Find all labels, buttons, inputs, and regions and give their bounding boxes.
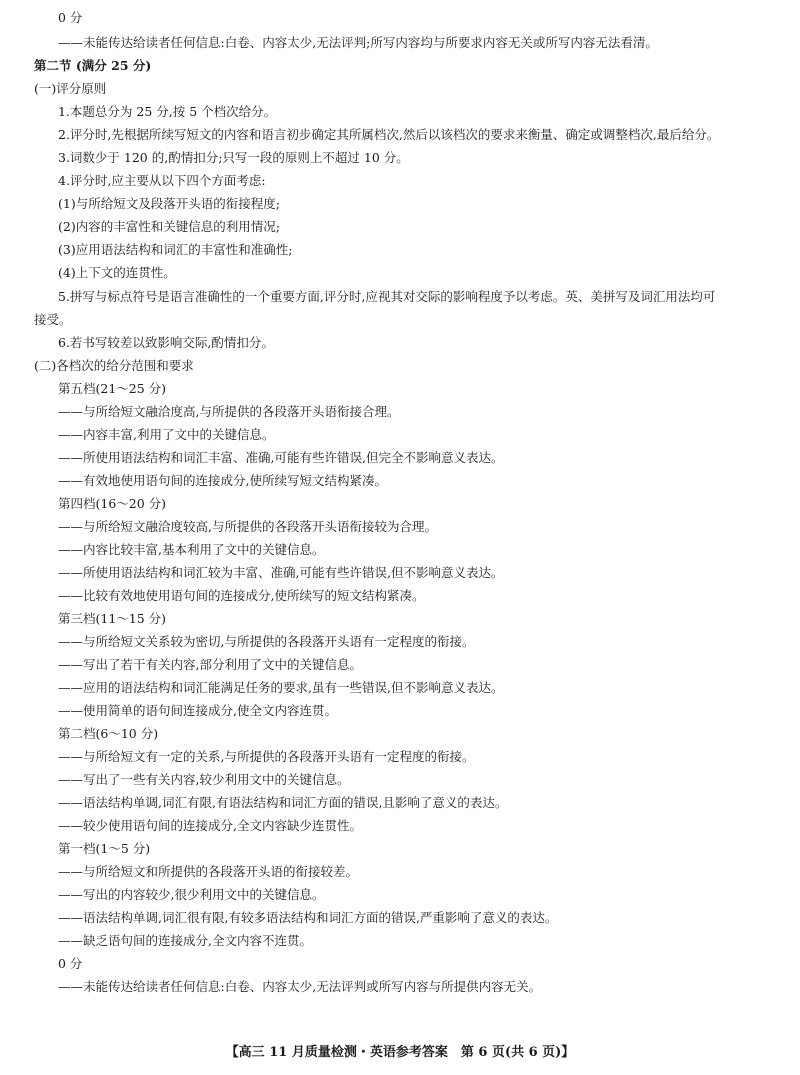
criterion-line: ——所使用语法结构和词汇较为丰富、准确,可能有些许错误,但不影响意义表达。 xyxy=(58,565,504,580)
criterion-line: ——较少使用语句间的连接成分,全文内容缺少连贯性。 xyxy=(58,818,362,833)
criterion-line: ——语法结构单调,词汇有限,有语法结构和词汇方面的错误,且影响了意义的表达。 xyxy=(58,795,508,810)
score-zero-label: 0 分 xyxy=(58,10,83,25)
rule-subitem: (4)上下文的连贯性。 xyxy=(58,265,176,280)
criterion-line: ——语法结构单调,词汇很有限,有较多语法结构和词汇方面的错误,严重影响了意义的表达。 xyxy=(58,910,558,925)
rule-item: 3.词数少于 120 的,酌情扣分;只写一段的原则上不超过 10 分。 xyxy=(58,150,409,165)
rule-item: 6.若书写较差以致影响交际,酌情扣分。 xyxy=(58,335,274,350)
subsection-heading: (一)评分原则 xyxy=(34,81,107,96)
rule-subitem: (2)内容的丰富性和关键信息的利用情况; xyxy=(58,219,280,234)
rule-item: 5.拼写与标点符号是语言准确性的一个重要方面,评分时,应视其对交际的影响程度予以考虑。英、美拼写及词汇用法均可 xyxy=(58,289,716,304)
criterion-line: ——与所给短文关系较为密切,与所提供的各段落开头语有一定程度的衔接。 xyxy=(58,634,475,649)
subsection-heading: (二)各档次的给分范围和要求 xyxy=(34,358,194,373)
criterion-line: ——所使用语法结构和词汇丰富、准确,可能有些许错误,但完全不影响意义表达。 xyxy=(58,450,504,465)
criterion-line: ——比较有效地使用语句间的连接成分,使所续写的短文结构紧凑。 xyxy=(58,588,425,603)
criterion-line: ——写出的内容较少,很少利用文中的关键信息。 xyxy=(58,887,325,902)
criterion-line: ——未能传达给读者任何信息:白卷、内容太少,无法评判或所写内容与所提供内容无关。 xyxy=(58,979,542,994)
criterion-line: ——写出了一些有关内容,较少利用文中的关键信息。 xyxy=(58,772,350,787)
rule-subitem: (1)与所给短文及段落开头语的衔接程度; xyxy=(58,196,280,211)
criterion-line: ——有效地使用语句间的连接成分,使所续写短文结构紧凑。 xyxy=(58,473,387,488)
band-heading: 第五档(21～25 分) xyxy=(58,381,167,396)
criterion-line: ——写出了若干有关内容,部分利用了文中的关键信息。 xyxy=(58,657,362,672)
criterion-line: ——应用的语法结构和词汇能满足任务的要求,虽有一些错误,但不影响意义表达。 xyxy=(58,680,504,695)
criterion-line: ——与所给短文融洽度较高,与所提供的各段落开头语衔接较为合理。 xyxy=(58,519,437,534)
rule-item: 2.评分时,先根据所续写短文的内容和语言初步确定其所属档次,然后以该档次的要求来衡量、确定或调整档次,最后给分。 xyxy=(58,127,720,142)
page-footer: 【高三 11 月质量检测・英语参考答案 第 6 页(共 6 页)】 xyxy=(225,1045,575,1060)
rule-subitem: (3)应用语法结构和词汇的丰富性和准确性; xyxy=(58,242,293,257)
band-heading: 第一档(1～5 分) xyxy=(58,841,151,856)
criterion-line: ——使用简单的语句间连接成分,使全文内容连贯。 xyxy=(58,703,337,718)
criterion-line: ——未能传达给读者任何信息:白卷、内容太少,无法评判;所写内容均与所要求内容无关或所写内容无法看清。 xyxy=(58,35,658,50)
band-heading: 第三档(11～15 分) xyxy=(58,611,167,626)
criterion-line: ——内容比较丰富,基本利用了文中的关键信息。 xyxy=(58,542,325,557)
criterion-line: ——内容丰富,利用了文中的关键信息。 xyxy=(58,427,275,442)
rule-item: 4.评分时,应主要从以下四个方面考虑: xyxy=(58,173,266,188)
rule-item: 1.本题总分为 25 分,按 5 个档次给分。 xyxy=(58,104,277,119)
criterion-line: ——与所给短文和所提供的各段落开头语的衔接较差。 xyxy=(58,864,359,879)
section-heading: 第二节 (满分 25 分) xyxy=(34,58,152,73)
score-zero-label: 0 分 xyxy=(58,956,83,971)
criterion-line: ——与所给短文有一定的关系,与所提供的各段落开头语有一定程度的衔接。 xyxy=(58,749,475,764)
band-heading: 第二档(6～10 分) xyxy=(58,726,159,741)
criterion-line: ——与所给短文融洽度高,与所提供的各段落开头语衔接合理。 xyxy=(58,404,400,419)
rule-item-continued: 接受。 xyxy=(34,312,72,327)
criterion-line: ——缺乏语句间的连接成分,全文内容不连贯。 xyxy=(58,933,312,948)
band-heading: 第四档(16～20 分) xyxy=(58,496,167,511)
